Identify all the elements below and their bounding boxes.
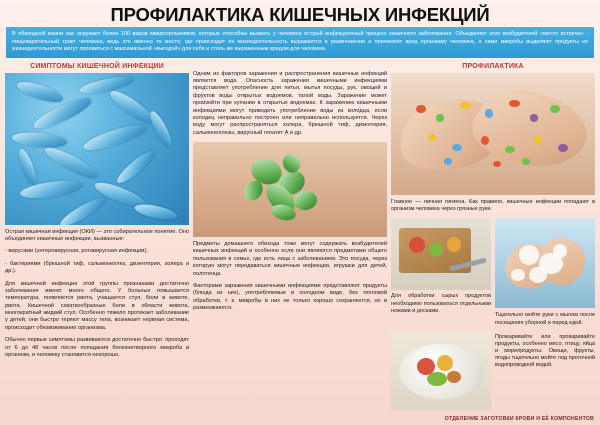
cutting-board-image [391,218,491,290]
column-left [5,62,189,413]
middle-paragraph-2: Предметы домашнего обихода тоже могут содержать возбудителей кишечных инфекций и особенно если они являются предметами общего пользования в семье, где есть лица с заболеванием. Это посуда, через которую могут передаваться кишечные инфекции, игрушки для детей, полотенца. [193,241,388,277]
footer-credit: ОТДЕЛЕНИЕ ЗАГОТОВКИ КРОВИ И ЕЁ КОМПОНЕНТОВ [444,416,594,422]
left-section-heading: СИМПТОМЫ КИШЕЧНОЙ ИНФЕКЦИИ [30,62,164,70]
bacteria-micrograph-image [5,73,189,225]
right-caption-1: Главное — личная гигиена. Как правило, кишечные инфекции попадают в организм человека через грязные руки. [391,199,595,213]
left-paragraph-2: - вирусами (энтеровирусная, ротавирусная инфекции); [5,248,148,255]
right-caption-3: Тщательно мойте руки с мылом после посещения уборной и перед едой. [495,312,596,326]
washing-hands-image [495,218,595,308]
content-columns [0,62,600,413]
right-split-row-1 [391,218,595,331]
intro-banner: В обиходной жизни нас окружает более 100 видов микроорганизмов, которые способны вызвать у человека острый инфекционный процесс кишечного заболевания. Объединяет этих возбудителей «место встречи» - пищеварительный тракт человека, ведь это именно то место, где происходит их жизнедеятельность выражается в размножении и причиняют вред организму человека, а сами микробы выделяют продукты их жизнедеятельности могут проявиться с максимальной «выгодой» для себя и столь же выраженным вредом для человека. [6,27,594,57]
right-caption-4: Прожаривайте или проваривайте продукты, особенно мясо, птицу, яйца и морепродукты. Овощи, фрукты, ягоды тщательно мойте под проточной водопроводной водой. [495,333,596,369]
middle-paragraph-3: Факторами заражения кишечными инфекциями представляют продукты (блюда из них), употребляемые в холодном виде, без тепловой обработки, т. к. микробы в них не только хорошо сохраняются, но и размножаются. [193,282,388,312]
cooked-food-image [391,332,491,410]
right-caption-2: Для обработки сырых продуктов необходимо пользоваться отдельными ножами и досками. [391,293,492,314]
left-paragraph-5: Обычно первые симптомы развиваются достаточно быстро: проходят от 6 до 48 часов после попадания болезнетворного микроба в организм, и человеку становится нехорошо. [5,337,190,358]
hands-with-germs-image [391,73,595,195]
left-paragraph-3: - бактериями (брюшной тиф, сальмонеллез, дизентерия, холера и др.). [5,260,190,275]
right-section-heading: ПРОФИЛАКТИКА [462,62,524,70]
green-bacteria-image [193,142,387,237]
right-split-row-2 [391,332,595,413]
food-caption-block [495,332,595,413]
column-middle [193,62,387,413]
left-paragraph-4: Для кишечной инфекции этой группы признаками достаточно заболевания имеют много общего. У больных повышается температура, появляется рвота, учащается стул, боли в животе, рвота. Кишечной схваткообразные боли в области живота, многократный жидкий стул. Особенно тяжело протекает заболевание у детей, они быстро теряют массу тела, возникает нервная система, происходит обезвоживание организма. [5,280,190,331]
food-block [391,332,491,413]
wash-block [495,218,595,331]
column-right [391,62,595,413]
page-title: ПРОФИЛАКТИКА КИШЕЧНЫХ ИНФЕКЦИЙ [110,4,490,25]
middle-paragraph-1: Одним из факторов заражения и распространения кишечных инфекций является вода. Опасность заражения кишечными инфекциями представляет употребление для питья, мытья посуды, рук, овощей и фруктов воды открытых водоемов, талой воды. Заражение может произойти при купании в открытых водоемах. К заражению кишечными инфекциями могут приводить употребление воды из колодца, если колодец неправильно построен или неправильно используется. Через воду могут распространяться холера, брюшной тиф, дизентерия, сальмонеллезы, вирусный гепатит А и др. [193,70,388,136]
left-paragraph-1: Острая кишечная инфекция (ОКИ) — это собирательное понятие. Оно объединяет кишечные инфекции, вызванные: [5,228,190,243]
board-block [391,218,491,331]
